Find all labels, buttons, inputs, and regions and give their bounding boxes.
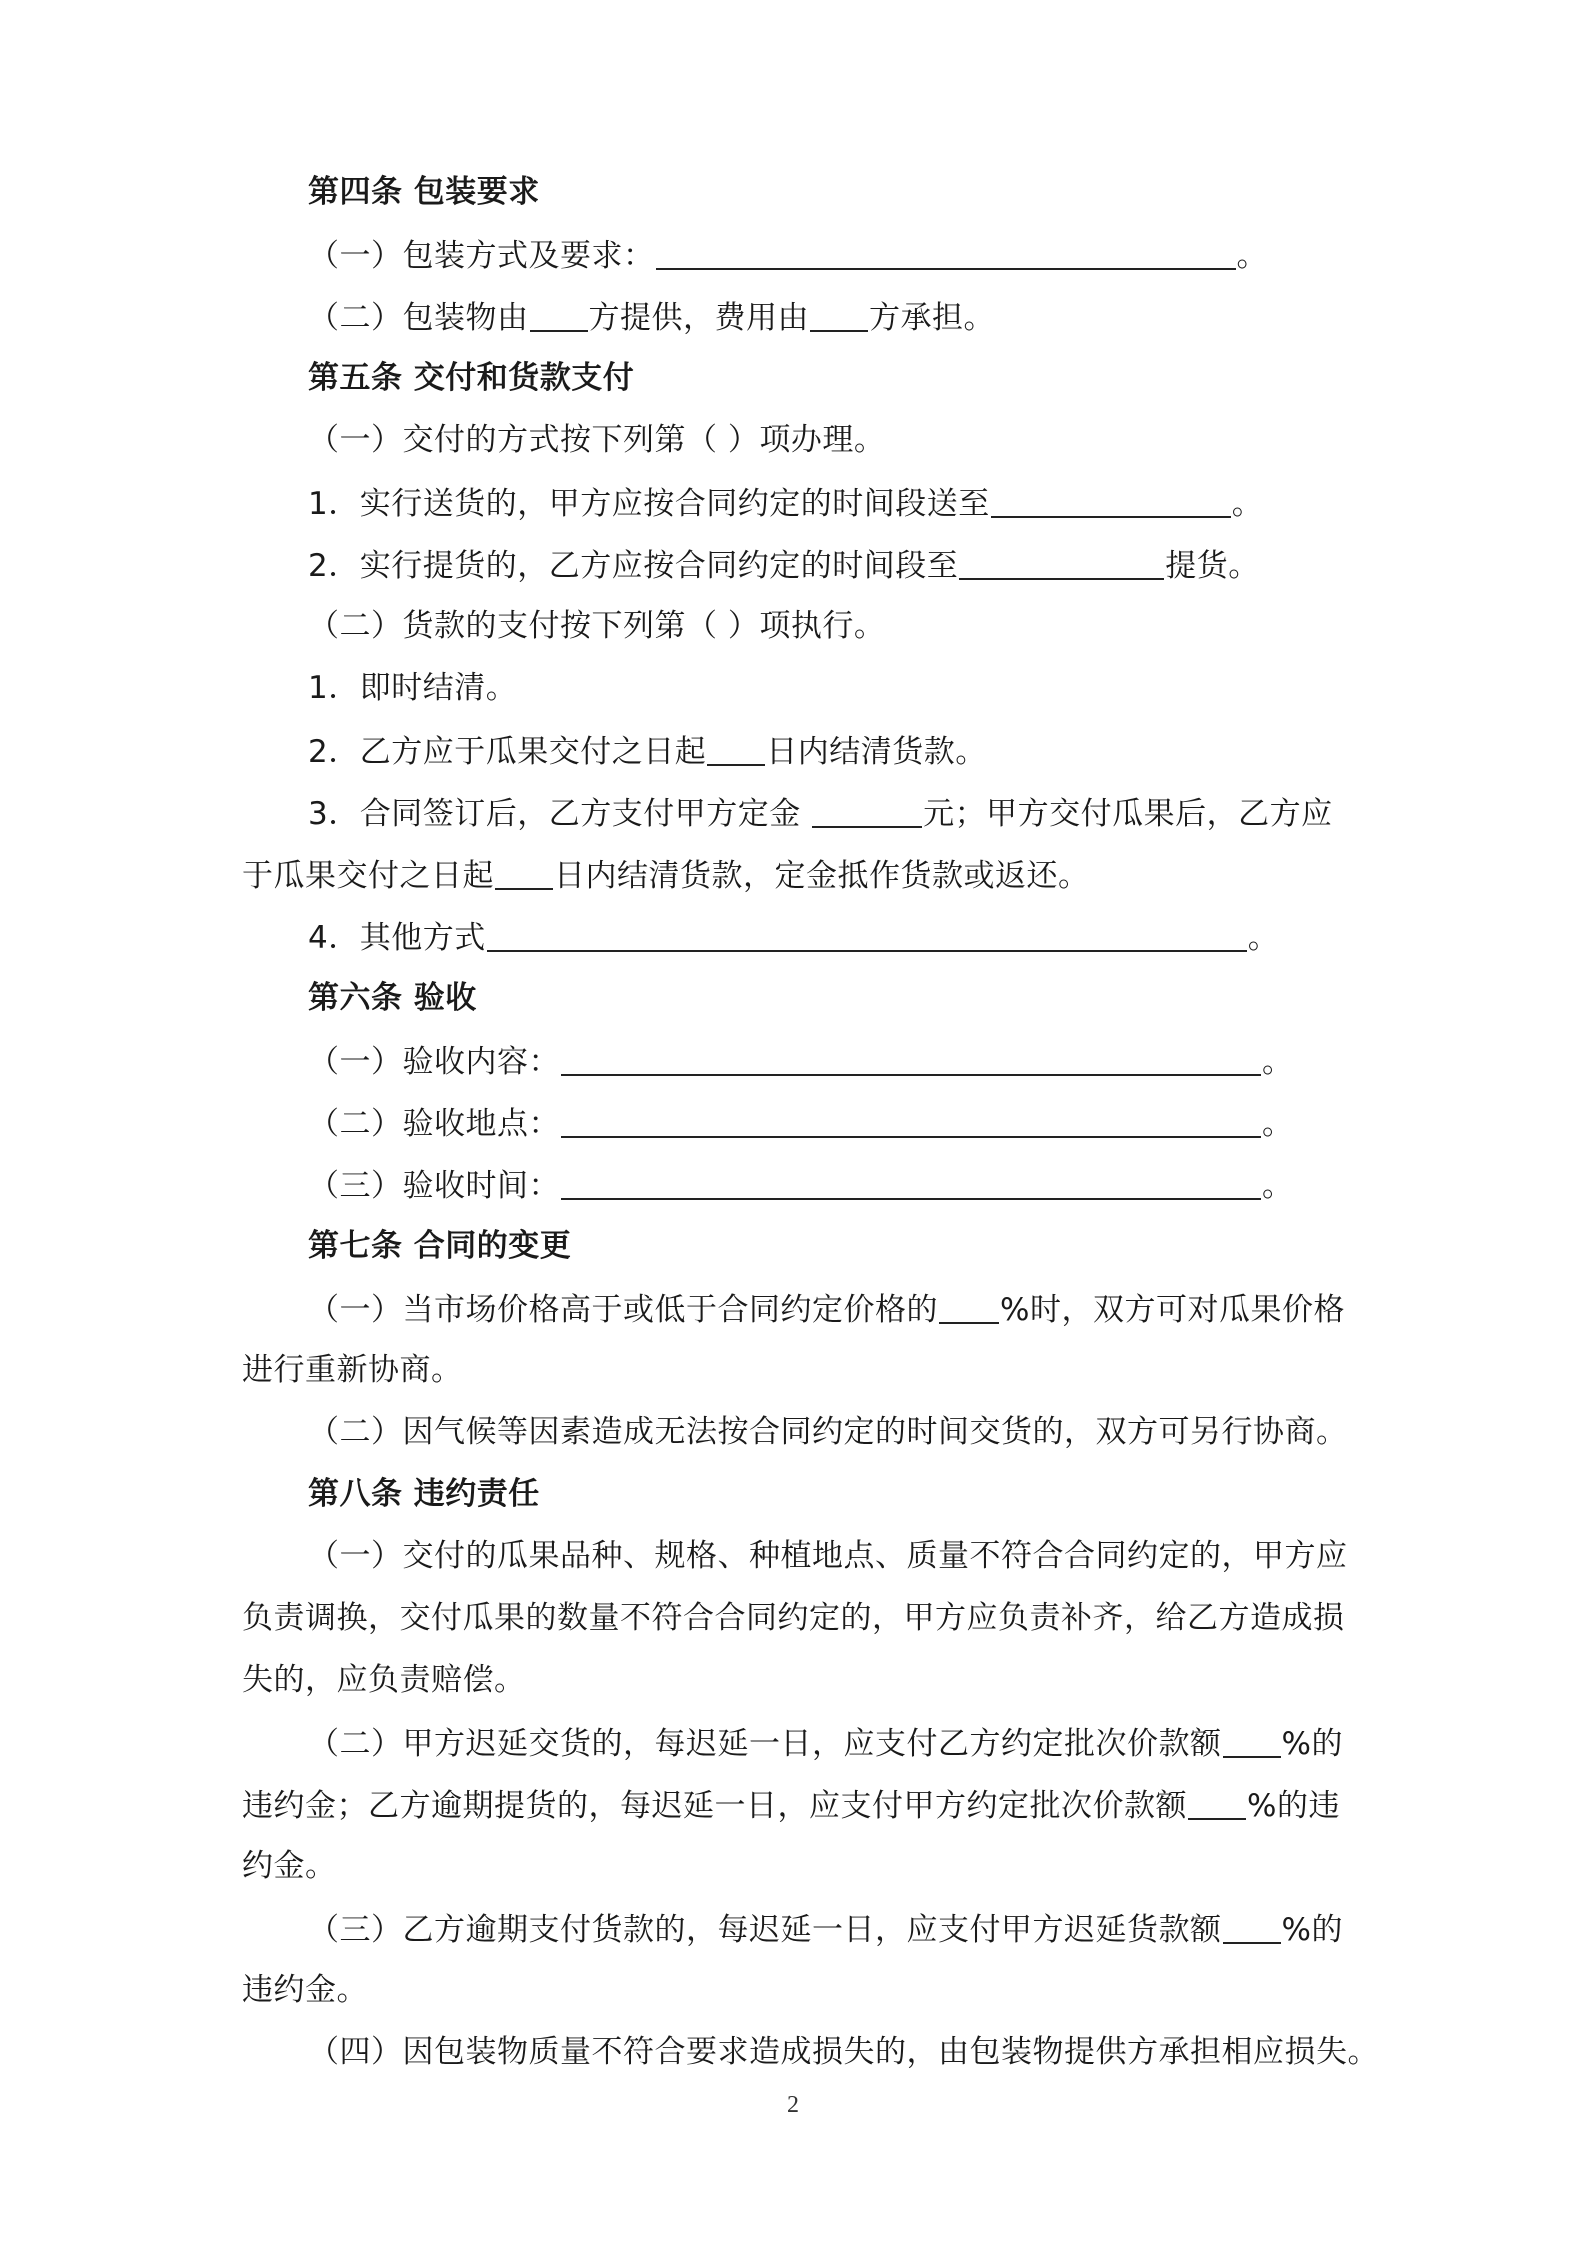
article-4-title: 第四条 包装要求: [308, 174, 540, 210]
text: 提货。: [1165, 548, 1260, 584]
text: 。: [1262, 1168, 1294, 1204]
text: 日内结清货款。: [766, 734, 987, 770]
text: （二）甲方迟延交货的，每迟延一日，应支付乙方约定批次价款额: [308, 1726, 1222, 1762]
article-5-payment-3-cont: [242, 854, 1090, 896]
text: %的: [1281, 1912, 1343, 1948]
article-4-item-2: [308, 296, 995, 338]
article-4-item-1: [308, 234, 1268, 276]
text: 方提供，费用由: [588, 300, 809, 336]
text: 。: [1262, 1106, 1294, 1142]
text: （二）包装物由: [308, 300, 529, 336]
article-7-title: 第七条 合同的变更: [308, 1228, 572, 1264]
article-7-item-1: [308, 1288, 1345, 1330]
text: （一）包装方式及要求：: [308, 238, 655, 274]
text: 元；甲方交付瓜果后，乙方应: [923, 796, 1333, 832]
article-8-item-2-line-1: [308, 1722, 1343, 1764]
text: 于瓜果交付之日起: [242, 858, 494, 894]
article-5-title: 第五条 交付和货款支付: [308, 360, 635, 396]
text: 。: [1247, 920, 1280, 956]
text: 违约金；乙方逾期提货的，每迟延一日，应支付甲方约定批次价款额: [242, 1788, 1187, 1824]
fill-blank[interactable]: [959, 544, 1164, 580]
fill-blank[interactable]: [991, 482, 1231, 518]
article-8-item-2-line-3: 约金。: [242, 1848, 337, 1884]
article-5-payment-1: 1．即时结清。: [308, 670, 518, 706]
text: 日内结清货款，定金抵作货款或返还。: [554, 858, 1090, 894]
article-5-delivery-1: [308, 482, 1263, 524]
article-5-payment-4: [308, 916, 1279, 958]
text: 1．实行送货的，甲方应按合同约定的时间段送至: [308, 486, 990, 522]
fill-blank[interactable]: [812, 792, 922, 828]
article-5-payment-3: [308, 792, 1333, 834]
text: 。: [1262, 1044, 1294, 1080]
fill-blank[interactable]: [810, 296, 868, 332]
text: %的: [1281, 1726, 1343, 1762]
fill-blank[interactable]: [487, 916, 1247, 952]
article-6-item-3: [308, 1164, 1294, 1206]
fill-blank[interactable]: [939, 1288, 999, 1324]
fill-blank[interactable]: [561, 1102, 1261, 1138]
article-8-item-1-line-1: （一）交付的瓜果品种、规格、种植地点、质量不符合合同约定的，甲方应: [308, 1538, 1348, 1574]
text: 2．实行提货的，乙方应按合同约定的时间段至: [308, 548, 959, 584]
fill-blank[interactable]: [656, 234, 1236, 270]
article-8-item-2-line-2: [242, 1784, 1340, 1826]
text: （一）当市场价格高于或低于合同约定价格的: [308, 1292, 938, 1328]
text: 4．其他方式: [308, 920, 486, 956]
article-7-item-2: （二）因气候等因素造成无法按合同约定的时间交货的，双方可另行协商。: [308, 1414, 1348, 1450]
page-number: 2: [787, 2092, 799, 2118]
text: （三）验收时间：: [308, 1168, 560, 1204]
article-7-item-1-cont: 进行重新协商。: [242, 1352, 463, 1388]
text: 。: [1236, 238, 1268, 274]
text: （一）验收内容：: [308, 1044, 560, 1080]
article-6-title: 第六条 验收: [308, 980, 477, 1016]
fill-blank[interactable]: [707, 730, 765, 766]
text: （三）乙方逾期支付货款的，每迟延一日，应支付甲方迟延货款额: [308, 1912, 1222, 1948]
article-8-item-1-line-3: 失的，应负责赔偿。: [242, 1662, 526, 1698]
fill-blank[interactable]: [1223, 1722, 1281, 1758]
fill-blank[interactable]: [561, 1164, 1261, 1200]
article-8-item-4: （四）因包装物质量不符合要求造成损失的，由包装物提供方承担相应损失。: [308, 2034, 1379, 2070]
article-6-item-1: [308, 1040, 1294, 1082]
article-5-payment-2: [308, 730, 987, 772]
fill-blank[interactable]: [561, 1040, 1261, 1076]
text: %时，双方可对瓜果价格: [1000, 1292, 1345, 1328]
text: 3．合同签订后，乙方支付甲方定金: [308, 796, 812, 832]
article-5-item-2: （二）货款的支付按下列第（ ）项执行。: [308, 608, 886, 644]
article-5-item-1: （一）交付的方式按下列第（ ）项办理。: [308, 422, 886, 458]
article-8-item-3-line-1: [308, 1908, 1343, 1950]
article-5-delivery-2: [308, 544, 1260, 586]
fill-blank[interactable]: [495, 854, 553, 890]
fill-blank[interactable]: [1188, 1784, 1246, 1820]
article-6-item-2: [308, 1102, 1294, 1144]
article-8-item-1-line-2: 负责调换，交付瓜果的数量不符合合同约定的，甲方应负责补齐，给乙方造成损: [242, 1600, 1345, 1636]
text: %的违: [1247, 1788, 1340, 1824]
fill-blank[interactable]: [1223, 1908, 1281, 1944]
fill-blank[interactable]: [530, 296, 588, 332]
text: （二）验收地点：: [308, 1106, 560, 1142]
text: 2．乙方应于瓜果交付之日起: [308, 734, 707, 770]
text: 方承担。: [869, 300, 995, 336]
text: 。: [1231, 486, 1264, 522]
article-8-item-3-line-2: 违约金。: [242, 1972, 368, 2008]
article-8-title: 第八条 违约责任: [308, 1476, 540, 1512]
